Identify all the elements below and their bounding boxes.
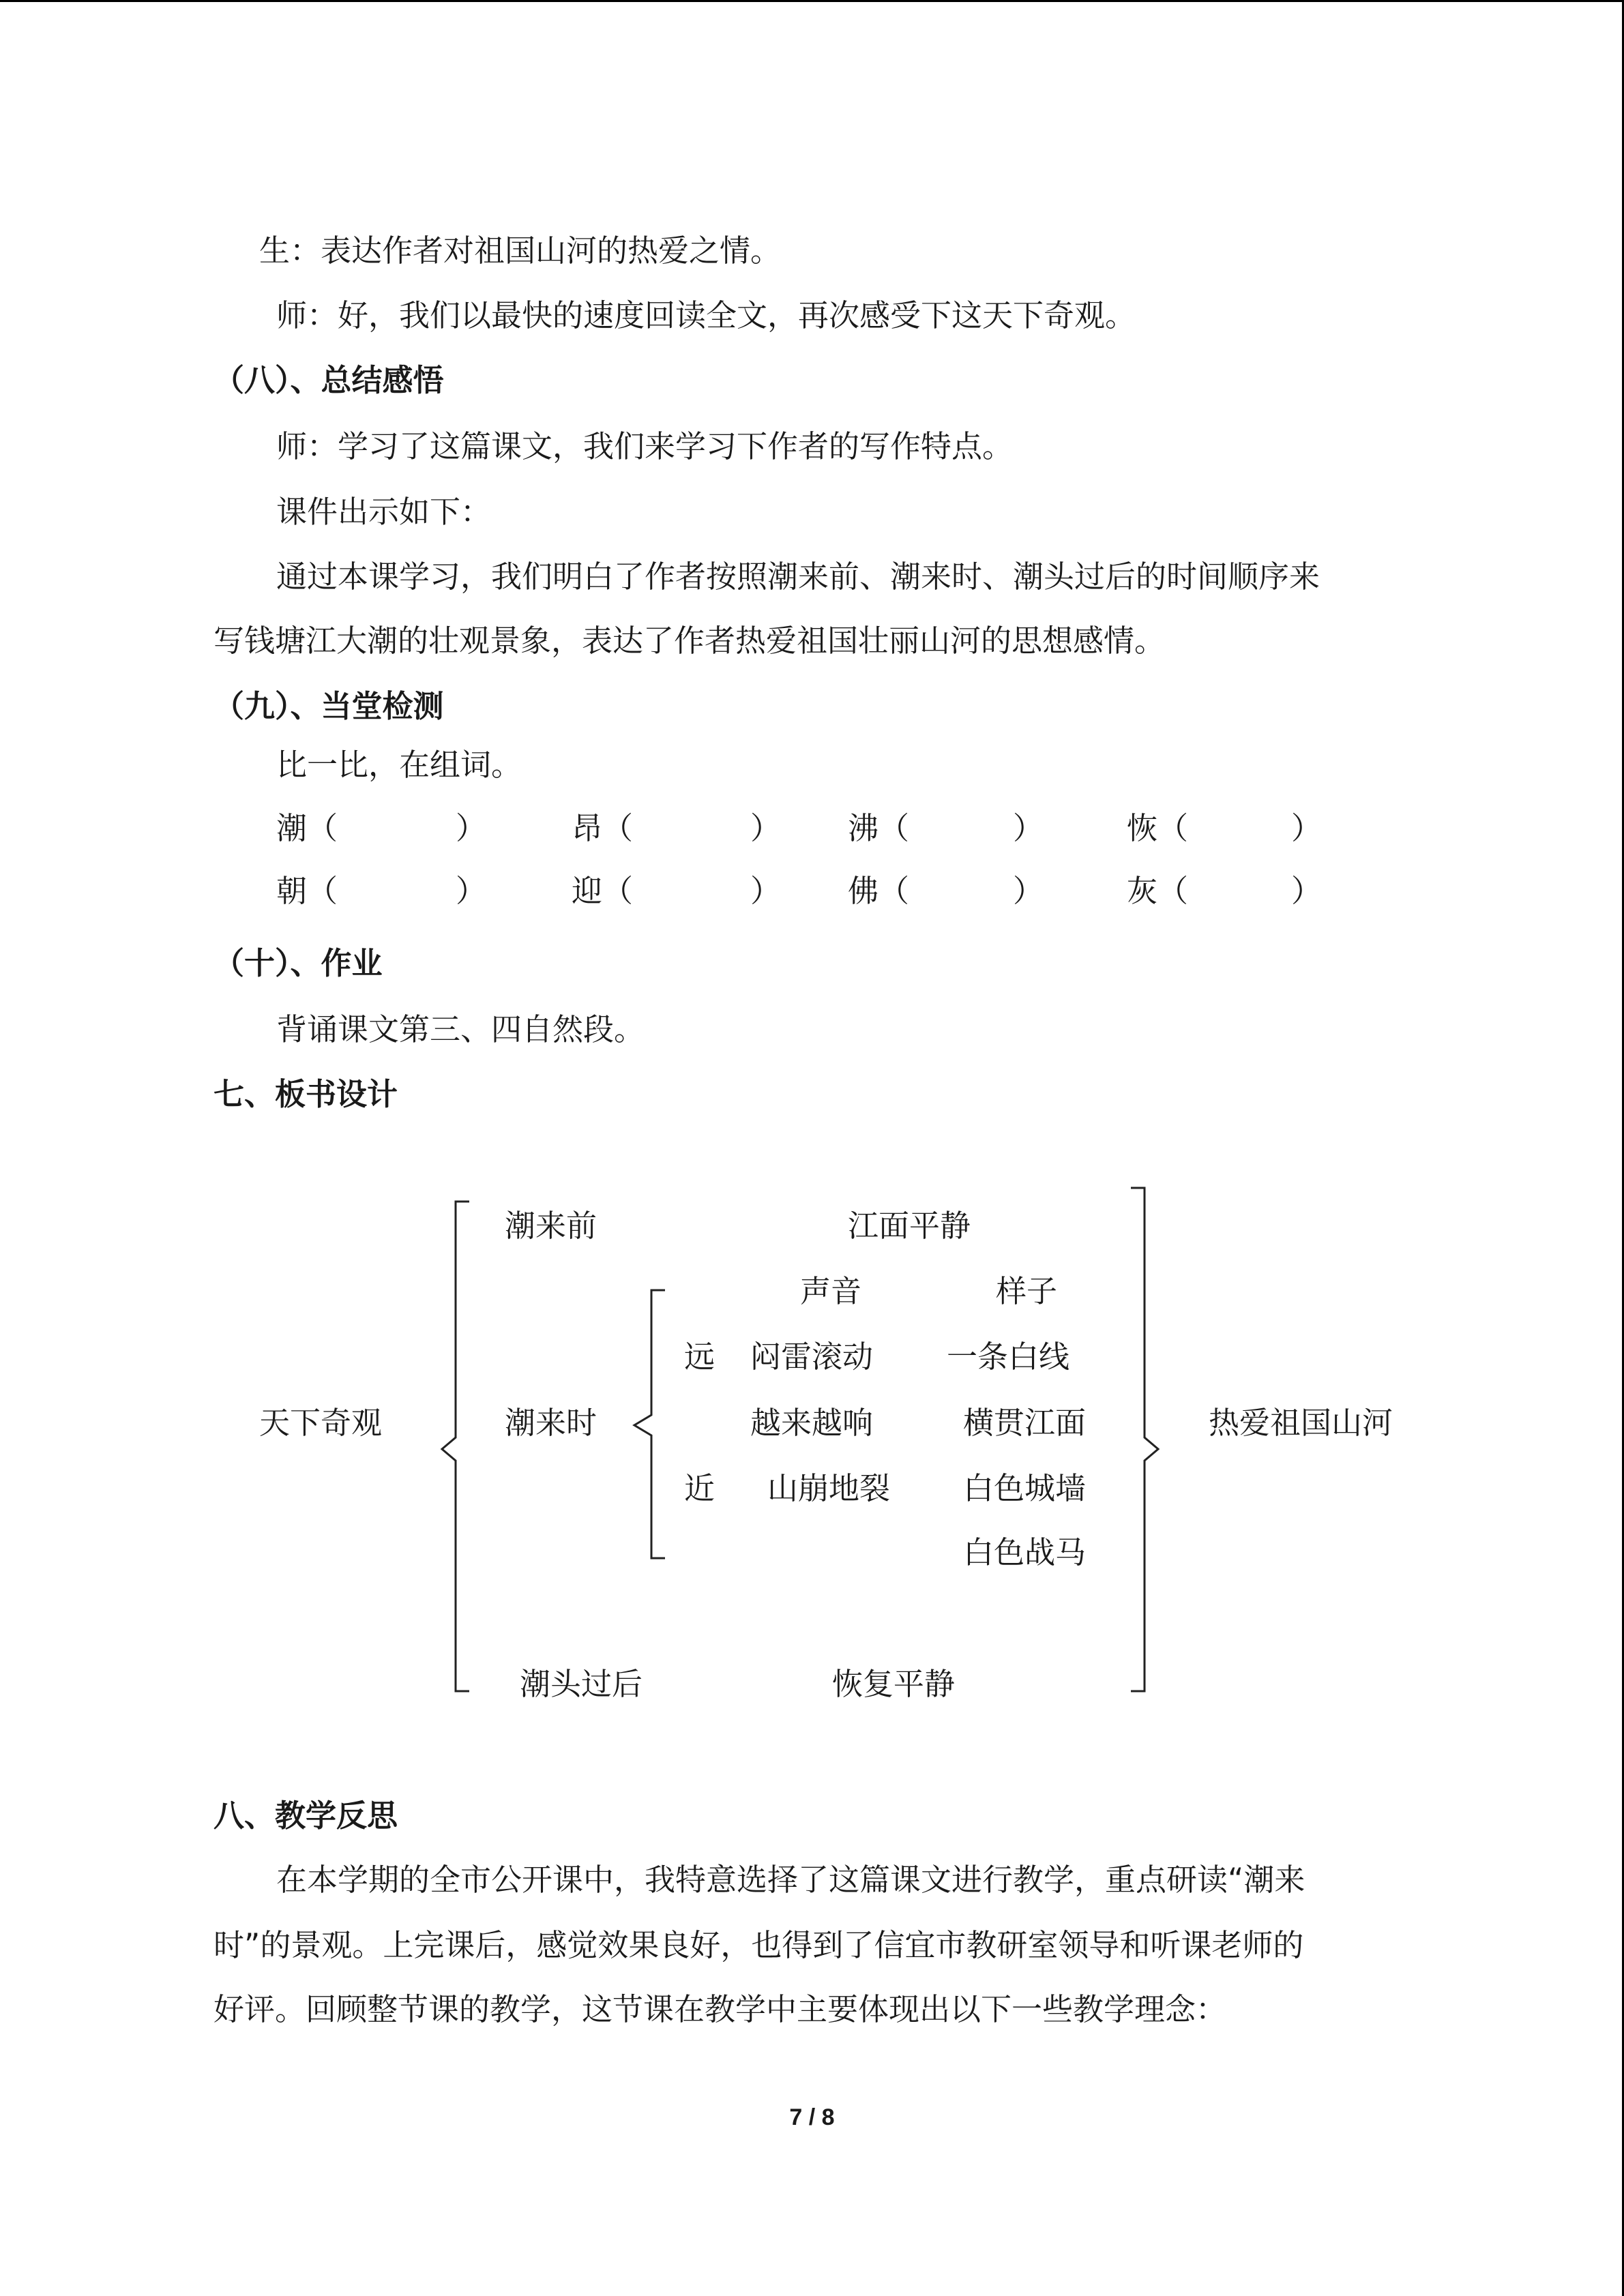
quiz-item-fei: 沸（ bbox=[848, 810, 910, 846]
quiz-paren: ） bbox=[456, 873, 487, 909]
right-big-brace bbox=[1131, 1188, 1158, 1691]
board-shape-3: 白色城墙 bbox=[963, 1470, 1087, 1506]
board-before-scene: 江面平静 bbox=[848, 1208, 971, 1244]
quiz-item-ang: 昂（ bbox=[572, 810, 634, 846]
quiz-item-fo: 佛（ bbox=[848, 873, 910, 909]
heading-summary: （八）、总结感悟 bbox=[213, 362, 444, 398]
heading-board-design: 七、板书设计 bbox=[213, 1076, 398, 1112]
board-title: 天下奇观 bbox=[259, 1405, 383, 1441]
teacher-study: 师：学习了这篇课文，我们来学习下作者的写作特点。 bbox=[276, 428, 1014, 464]
quiz-paren: ） bbox=[750, 810, 782, 846]
left-big-brace bbox=[442, 1202, 469, 1691]
quiz-item-ying: 迎（ bbox=[572, 873, 634, 909]
board-near: 近 bbox=[684, 1470, 715, 1506]
board-during: 潮来时 bbox=[505, 1405, 597, 1441]
board-sound-header: 声音 bbox=[800, 1273, 862, 1309]
quiz-paren: ） bbox=[750, 873, 782, 909]
quiz-item-zhao: 朝（ bbox=[276, 873, 338, 909]
reflection-line-3: 好评。回顾整节课的教学，这节课在教学中主要体现出以下一些教学理念： bbox=[213, 1991, 1227, 2027]
reflection-line-1: 在本学期的全市公开课中，我特意选择了这篇课文进行教学，重点研读“潮来 bbox=[276, 1862, 1305, 1898]
courseware-label: 课件出示如下： bbox=[276, 494, 492, 530]
reflection-line-2: 时”的景观。上完课后，感觉效果良好，也得到了信宜市教研室领导和听课老师的 bbox=[213, 1927, 1304, 1963]
board-shape-header: 样子 bbox=[996, 1273, 1058, 1309]
heading-check: （九）、当堂检测 bbox=[213, 688, 444, 724]
board-shape-2: 横贯江面 bbox=[963, 1405, 1087, 1441]
student-answer: 生：表达作者对祖国山河的热爱之情。 bbox=[259, 233, 782, 269]
quiz-paren: ） bbox=[456, 810, 487, 846]
board-sound-3: 山崩地裂 bbox=[767, 1470, 891, 1506]
board-shape-1: 一条白线 bbox=[947, 1339, 1070, 1375]
quiz-paren: ） bbox=[1291, 810, 1323, 846]
board-theme: 热爱祖国山河 bbox=[1209, 1405, 1393, 1441]
homework-text: 背诵课文第三、四自然段。 bbox=[276, 1011, 645, 1047]
compare-instruction: 比一比，在组词。 bbox=[276, 747, 522, 783]
quiz-item-hui: 恢（ bbox=[1127, 810, 1189, 846]
teacher-reread: 师：好，我们以最快的速度回读全文，再次感受下这天下奇观。 bbox=[276, 297, 1136, 333]
heading-reflection: 八、教学反思 bbox=[213, 1798, 398, 1834]
board-far: 远 bbox=[684, 1339, 715, 1375]
board-sound-2: 越来越响 bbox=[750, 1405, 874, 1441]
quiz-paren: ） bbox=[1291, 873, 1323, 909]
summary-line-1: 通过本课学习，我们明白了作者按照潮来前、潮来时、潮头过后的时间顺序来 bbox=[276, 558, 1320, 595]
inner-brace bbox=[634, 1290, 665, 1558]
quiz-paren: ） bbox=[1013, 873, 1044, 909]
board-shape-4: 白色战马 bbox=[963, 1534, 1087, 1570]
page-number: 7 / 8 bbox=[789, 2104, 835, 2130]
quiz-paren: ） bbox=[1013, 810, 1044, 846]
board-sound-1: 闷雷滚动 bbox=[750, 1339, 874, 1375]
board-after: 潮头过后 bbox=[520, 1666, 643, 1702]
quiz-item-chao: 潮（ bbox=[276, 810, 338, 846]
quiz-item-hui2: 灰（ bbox=[1127, 873, 1189, 909]
heading-homework: （十）、作业 bbox=[213, 945, 383, 981]
board-after-scene: 恢复平静 bbox=[832, 1666, 956, 1702]
board-before: 潮来前 bbox=[505, 1208, 597, 1244]
summary-line-2: 写钱塘江大潮的壮观景象，表达了作者热爱祖国壮丽山河的思想感情。 bbox=[213, 623, 1166, 659]
